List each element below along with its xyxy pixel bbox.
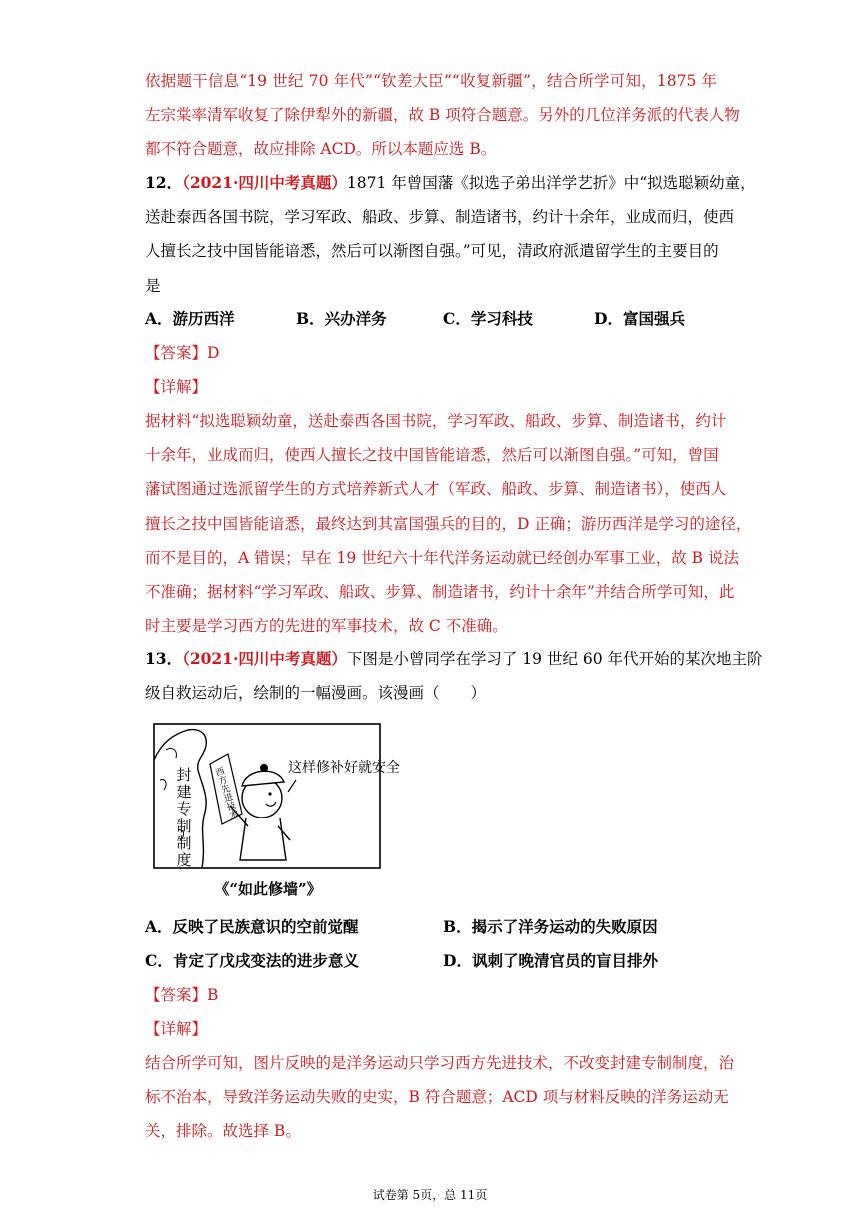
option-b: B．揭示了洋务运动的失败原因 bbox=[443, 917, 658, 936]
explanation-line: 十余年，业成而归，使西人擅长之技中国皆能谙悉，然后可以渐图自强。”可知，曾国 bbox=[145, 446, 719, 465]
answer-value: D bbox=[207, 344, 220, 362]
option-d: D．讽刺了晚清官员的盲目排外 bbox=[443, 951, 658, 970]
question-12-detail-label: 【详解】 bbox=[145, 378, 208, 396]
question-12-first-line bbox=[145, 166, 756, 200]
question-13-options-row-1 bbox=[145, 910, 725, 944]
question-12-explanation bbox=[145, 404, 752, 643]
hat-button bbox=[260, 764, 268, 772]
explanation-line: 擅长之技中国皆能谙悉，最终达到其富国强兵的目的，D 正确；游历西洋是学习的途径， bbox=[145, 514, 752, 533]
explanation-line: 标不治本，导致洋务运动失败的史实，B 符合题意；ACD 项与材料反映的洋务运动无 bbox=[145, 1088, 729, 1107]
question-stem-line: 是 bbox=[145, 276, 161, 295]
explanation-line: 关，排除。故选择 B。 bbox=[145, 1122, 301, 1141]
explanation-line: 依据题干信息“19 世纪 70 年代”“钦差大臣”“收复新疆”，结合所学可知，1875 年 bbox=[145, 72, 717, 90]
option-b: B．兴办洋务 bbox=[296, 309, 387, 328]
question-source: （2021·四川中考真题） bbox=[182, 173, 347, 192]
option-c: C．肯定了戊戌变法的进步意义 bbox=[145, 951, 359, 970]
question-stem-line: 人擅长之技中国皆能谙悉，然后可以渐图自强。”可见，清政府派遣留学生的主要目的 bbox=[145, 242, 719, 261]
cartoon-caption: 《“如此修墙”》 bbox=[214, 880, 322, 898]
patch-label: 西方先进技术 bbox=[214, 766, 241, 822]
option-a: A．游历西洋 bbox=[145, 309, 235, 328]
explanation-line: 结合所学可知，图片反映的是洋务运动只学习西方先进技术，不改变封建专制制度，治 bbox=[145, 1054, 735, 1072]
explanation-line: 据材料“拟选聪颖幼童，送赴泰西各国书院，学习军政、船政、步算、制造诸书，约计 bbox=[145, 412, 727, 430]
answer-value: B bbox=[207, 986, 219, 1004]
explanation-line: 藩试图通过选派留学生的方式培养新式人才（军政、船政、步算、制造诸书），使西人 bbox=[145, 480, 727, 499]
question-source: （2021·四川中考真题） bbox=[182, 649, 347, 668]
page-footer: 试卷第 5页，总 11页 bbox=[372, 1188, 488, 1202]
question-number: 13． bbox=[145, 649, 183, 668]
question-13-detail-label: 【详解】 bbox=[145, 1020, 208, 1038]
answer-label: 【答案】 bbox=[145, 344, 208, 362]
explanation-line: 而不是目的，A 错误；早在 19 世纪六十年代洋务运动就已经创办军事工业，故 B 说法 bbox=[145, 548, 739, 567]
question-12-stem bbox=[145, 166, 756, 303]
option-a: A．反映了民族意识的空前觉醒 bbox=[145, 917, 359, 936]
question-number: 12． bbox=[145, 173, 183, 192]
question-13-stem bbox=[145, 642, 763, 710]
wall-label: 封建专制制度 bbox=[176, 766, 192, 869]
question-stem-text: 1871 年曾国藩《拟选子弟出洋学艺折》中“拟选聪颖幼童， bbox=[346, 174, 756, 192]
option-d: D．富国强兵 bbox=[594, 309, 685, 328]
explanation-line: 都不符合题意，故应排除 ACD。所以本题应选 B。 bbox=[145, 140, 497, 159]
official-eye bbox=[268, 792, 271, 795]
answer-label: 【答案】 bbox=[145, 986, 208, 1004]
explanation-line: 时主要是学习西方的先进的军事技术，故 C 不准确。 bbox=[145, 617, 508, 636]
question-12-answer bbox=[145, 336, 219, 370]
speech-text: 这样修补好就安全 bbox=[288, 760, 400, 776]
explanation-line: 不准确；据材料“学习军政、船政、步算、制造诸书，约计十余年”并结合所学可知，此 bbox=[145, 583, 735, 602]
option-c: C．学习科技 bbox=[443, 309, 533, 328]
question-stem-text: 下图是小曾同学在学习了 19 世纪 60 年代开始的某次地主阶 bbox=[346, 650, 763, 668]
explanation-line: 左宗棠率清军收复了除伊犁外的新疆，故 B 项符合题意。另外的几位洋务派的代表人物 bbox=[145, 106, 740, 125]
previous-explanation bbox=[145, 64, 740, 167]
cartoon-illustration bbox=[148, 720, 400, 906]
question-13-explanation bbox=[145, 1046, 735, 1149]
question-13-options-row-2 bbox=[145, 944, 725, 978]
question-13-answer bbox=[145, 978, 218, 1012]
question-stem-line: 送赴泰西各国书院，学习军政、船政、步算、制造诸书，约计十余年，业成而归，使西 bbox=[145, 208, 735, 227]
question-stem-line: 级自救运动后，绘制的一幅漫画。该漫画（ ） bbox=[145, 684, 487, 703]
question-13-first-line bbox=[145, 642, 763, 676]
